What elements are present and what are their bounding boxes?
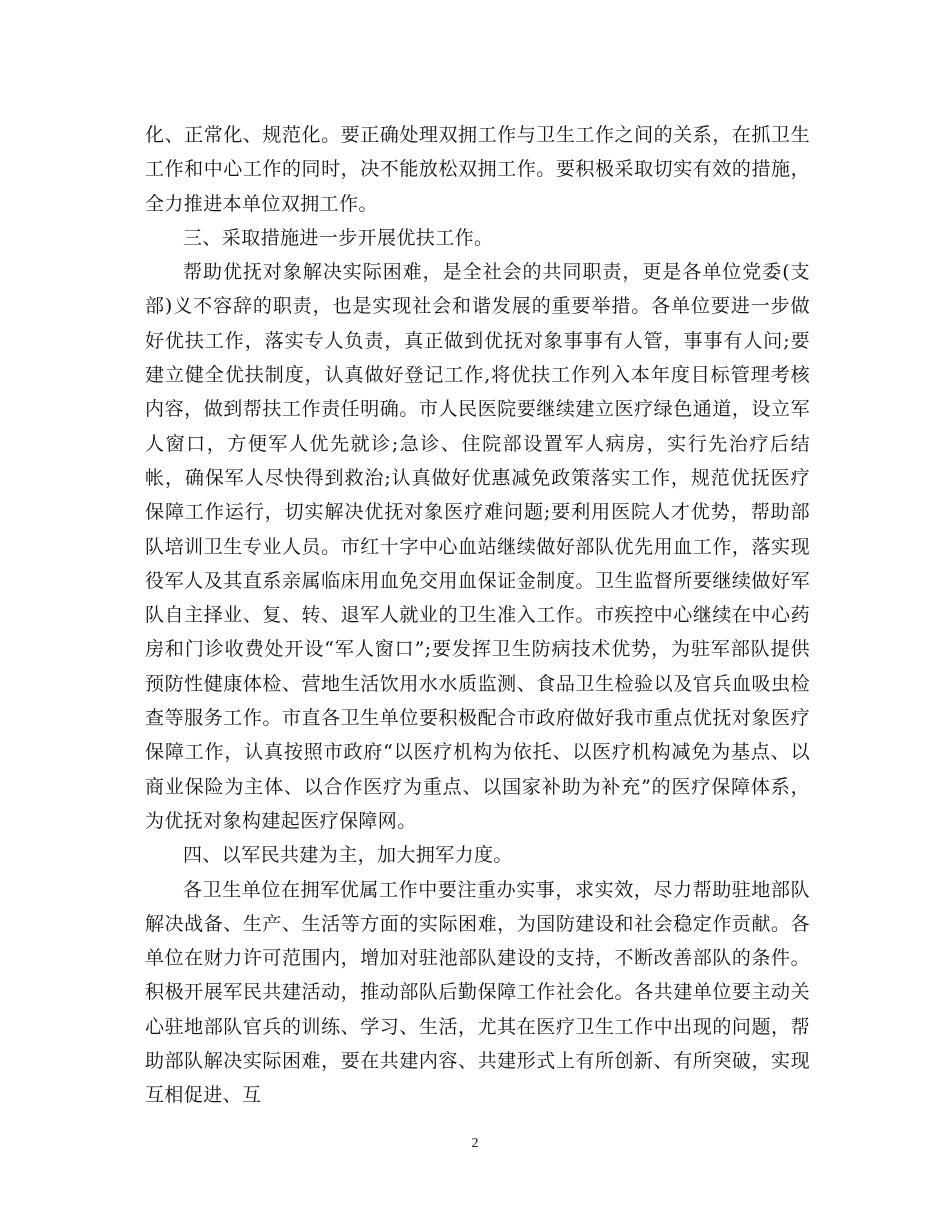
section-heading-3: 三、采取措施进一步开展优扶工作。 [183, 226, 494, 249]
paragraph-youfu: 帮助优抚对象解决实际困难，是全社会的共同职责，更是各单位党委(支部)义不容辞的职责，也是实现社会和谐发展的重要举措。各单位要进一步做好优扶工作，落实专人负责，真正做到优抚对象事事有人管，事事有人问;要建立健全优扶制度，认真做好登记工作,将优扶工作列入本年度目标管理考核内容，做到帮扶工作责任明确。市人民医院要继续建立医疗绿色通道，设立军人窗口，方便军人优先就诊;急诊、住院部设置军人病房，实行先治疗后结帐，确保军人尽快得到救治;认真做好优惠减免政策落实工作，规范优抚医疗保障工作运行，切实解决优抚对象医疗难问题;要利用医院人才优势，帮助部队培训卫生专业人员。市红十字中心血站继续做好部队优先用血工作，落实现役军人及其直系亲属临床用血免交用血保证金制度。卫生监督所要继续做好军队自主择业、复、转、退军人就业的卫生准入工作。市疾控中心继续在中心药房和门诊收费处开设“军人窗口”;要发挥卫生防病技术优势，为驻军部队提供预防性健康体检、营地生活饮用水水质监测、食品卫生检验以及官兵血吸虫检查等服务工作。市直各卫生单位要积极配合市政府做好我市重点优抚对象医疗保障工作，认真按照市政府“以医疗机构为依托、以医疗机构减免为基点、以商业保险为主体、以合作医疗为重点、以国家补助为补充”的医疗保障体系，为优抚对象构建起医疗保障网。 [145, 261, 810, 832]
paragraph-gongjian: 各卫生单位在拥军优属工作中要注重办实事，求实效，尽力帮助驻地部队解决战备、生产、生活等方面的实际困难，为国防建设和社会稳定作贡献。各单位在财力许可范围内，增加对驻池部队建设的支持，不断改善部队的条件。积极开展军民共建活动，推动部队后勤保障工作社会化。各共建单位要主动关心驻地部队官兵的训练、学习、生活，尤其在医疗卫生工作中出现的问题，帮助部队解决实际困难，要在共建内容、共建形式上有所创新、有所突破，实现互相促进、互 [145, 878, 810, 1107]
paragraph-continuation: 化、正常化、规范化。要正确处理双拥工作与卫生工作之间的关系，在抓卫生工作和中心工作的同时，决不能放松双拥工作。要积极采取切实有效的措施，全力推进本单位双拥工作。 [145, 124, 810, 215]
page-number: 2 [471, 1136, 479, 1151]
body-text [145, 118, 810, 1113]
section-heading-4: 四、以军民共建为主，加大拥军力度。 [183, 844, 513, 867]
